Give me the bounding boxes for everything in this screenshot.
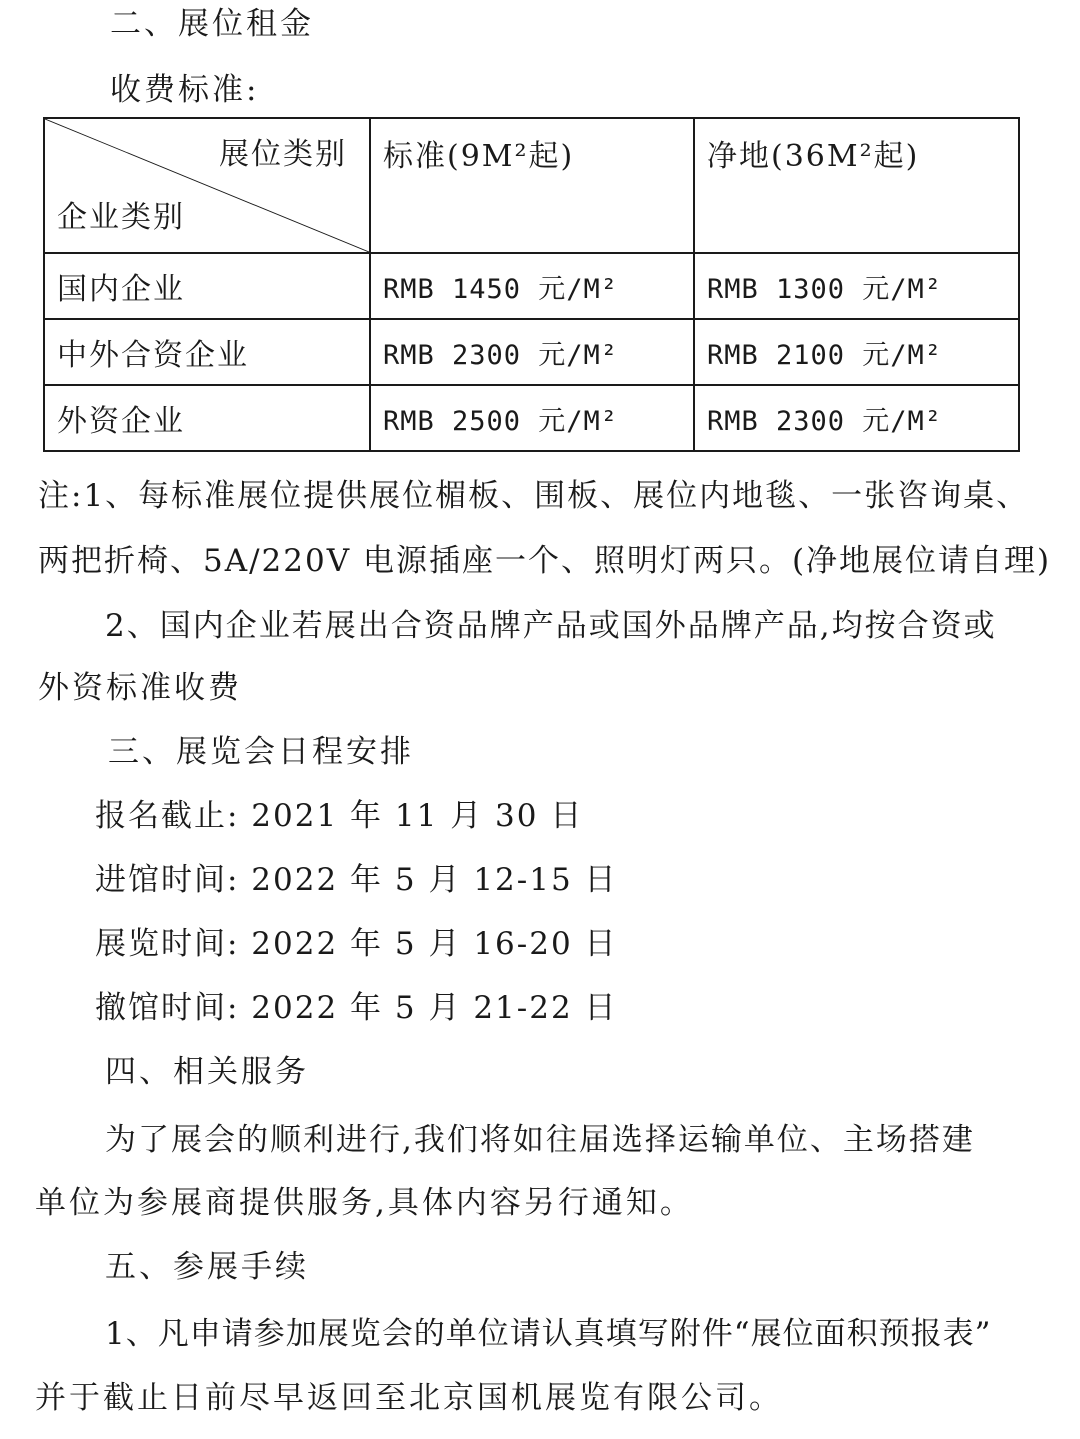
fee-table-corner-cell [44, 118, 370, 253]
service-paragraph-line-1: 为了展会的顺利进行,我们将如往届选择运输单位、主场搭建 [105, 1122, 975, 1158]
standard-price-cell: RMB 2300 元/M² [370, 319, 694, 385]
booth-category-label: 展位类别 [219, 137, 347, 172]
note-2-line-2: 外资标准收费 [38, 670, 242, 706]
raw-space-price-cell: RMB 1300 元/M² [694, 253, 1019, 319]
table-row [44, 253, 1019, 319]
note-1-line-2: 两把折椅、5A/220V 电源插座一个、照明灯两只。(净地展位请自理) [38, 543, 1052, 579]
procedure-item-1-line-1: 1、凡申请参加展览会的单位请认真填写附件“展位面积预报表” [105, 1316, 992, 1352]
table-row [44, 319, 1019, 385]
company-category-label: 企业类别 [57, 200, 185, 235]
exhibition-time: 展览时间: 2022 年 5 月 16-20 日 [95, 926, 618, 962]
section-4-title: 四、相关服务 [105, 1054, 309, 1090]
service-paragraph-line-2: 单位为参展商提供服务,具体内容另行通知。 [35, 1185, 694, 1221]
note-2-line-1: 2、国内企业若展出合资品牌产品或国外品牌产品,均按合资或 [105, 608, 997, 644]
raw-space-price-cell: RMB 2100 元/M² [694, 319, 1019, 385]
company-type-cell: 外资企业 [44, 385, 370, 451]
procedure-item-1-line-2: 并于截止日前尽早返回至北京国机展览有限公司。 [35, 1380, 783, 1416]
company-type-cell: 中外合资企业 [44, 319, 370, 385]
fee-standard-label: 收费标准: [110, 72, 260, 108]
note-1-line-1: 注:1、每标准展位提供展位楣板、围板、展位内地毯、一张咨询桌、 [38, 478, 1030, 514]
fee-table-header-row [44, 118, 1019, 253]
section-5-title: 五、参展手续 [105, 1249, 309, 1285]
move-out-time: 撤馆时间: 2022 年 5 月 21-22 日 [95, 990, 618, 1026]
section-2-title: 二、展位租金 [110, 6, 314, 42]
standard-price-cell: RMB 1450 元/M² [370, 253, 694, 319]
fee-table [43, 117, 1020, 452]
section-3-title: 三、展览会日程安排 [108, 734, 414, 770]
column-header-raw-space: 净地(36M²起) [694, 118, 1019, 253]
move-in-time: 进馆时间: 2022 年 5 月 12-15 日 [95, 862, 618, 898]
standard-price-cell: RMB 2500 元/M² [370, 385, 694, 451]
registration-deadline: 报名截止: 2021 年 11 月 30 日 [95, 798, 584, 834]
raw-space-price-cell: RMB 2300 元/M² [694, 385, 1019, 451]
company-type-cell: 国内企业 [44, 253, 370, 319]
table-row [44, 385, 1019, 451]
column-header-standard: 标准(9M²起) [370, 118, 694, 253]
